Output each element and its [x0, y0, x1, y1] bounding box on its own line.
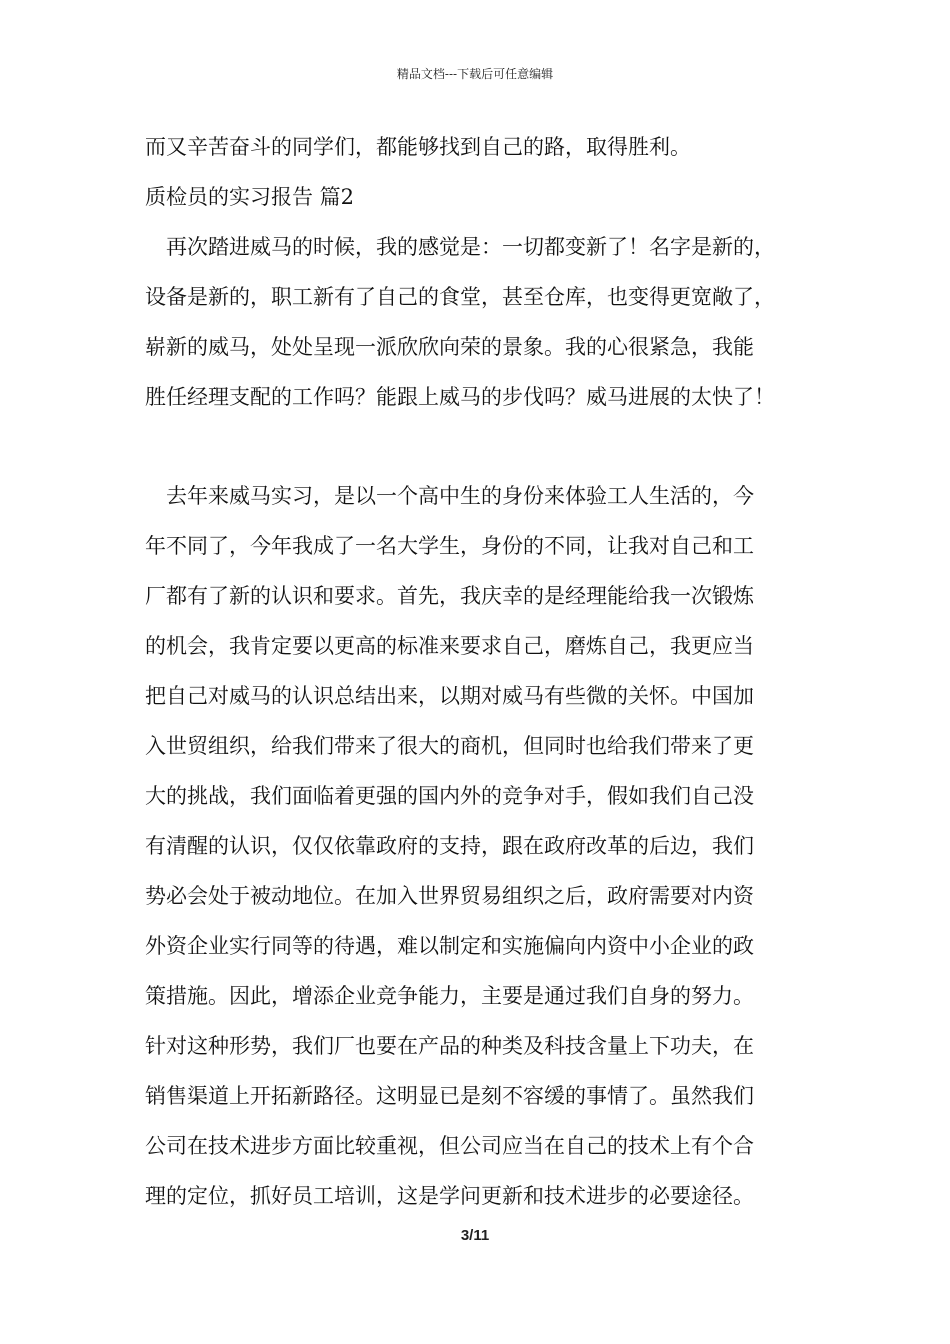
- current-page: 3: [460, 1227, 470, 1244]
- body-line: 的机会，我肯定要以更高的标准来要求自己，磨炼自己，我更应当: [145, 634, 754, 658]
- body-line: 大的挑战，我们面临着更强的国内外的竞争对手，假如我们自己没: [145, 784, 754, 808]
- body-line: 胜任经理支配的工作吗？能跟上威马的步伐吗？威马进展的太快了！: [145, 385, 775, 409]
- body-line: 去年来威马实习，是以一个高中生的身份来体验工人生活的，今: [145, 484, 754, 508]
- body-line: 公司在技术进步方面比较重视，但公司应当在自己的技术上有个合: [145, 1134, 754, 1158]
- body-line: 入世贸组织，给我们带来了很大的商机，但同时也给我们带来了更: [145, 734, 754, 758]
- section-title: 质检员的实习报告 篇2: [145, 185, 355, 209]
- body-line: 理的定位，抓好员工培训，这是学问更新和技术进步的必要途径。: [145, 1184, 754, 1208]
- body-line: 策措施。因此，增添企业竞争能力，主要是通过我们自身的努力。: [145, 984, 754, 1008]
- page-separator: /: [469, 1227, 474, 1244]
- body-line: 年不同了，今年我成了一名大学生，身份的不同，让我对自己和工: [145, 534, 754, 558]
- body-line: 崭新的威马，处处呈现一派欣欣向荣的景象。我的心很紧急，我能: [145, 335, 754, 359]
- body-line: 针对这种形势，我们厂也要在产品的种类及科技含量上下功夫，在: [145, 1034, 754, 1058]
- body-line: 而又辛苦奋斗的同学们，都能够找到自己的路，取得胜利。: [145, 135, 691, 159]
- body-line: 销售渠道上开拓新路径。这明显已是刻不容缓的事情了。虽然我们: [145, 1084, 754, 1108]
- body-line: 势必会处于被动地位。在加入世界贸易组织之后，政府需要对内资: [145, 884, 754, 908]
- document-header: 精品文档---下载后可任意编辑: [396, 67, 554, 81]
- body-line: 设备是新的，职工新有了自己的食堂，甚至仓库，也变得更宽敞了，: [145, 285, 775, 309]
- body-line: 外资企业实行同等的待遇，难以制定和实施偏向内资中小企业的政: [145, 934, 754, 958]
- body-line: 有清醒的认识，仅仅依靠政府的支持，跟在政府改革的后边，我们: [145, 834, 754, 858]
- body-line: 再次踏进威马的时候，我的感觉是：一切都变新了！名字是新的，: [145, 235, 775, 259]
- body-line: 把自己对威马的认识总结出来，以期对威马有些微的关怀。中国加: [145, 684, 754, 708]
- total-pages: 11: [473, 1227, 490, 1244]
- page-number: [0, 1227, 950, 1244]
- body-line: 厂都有了新的认识和要求。首先，我庆幸的是经理能给我一次锻炼: [145, 584, 754, 608]
